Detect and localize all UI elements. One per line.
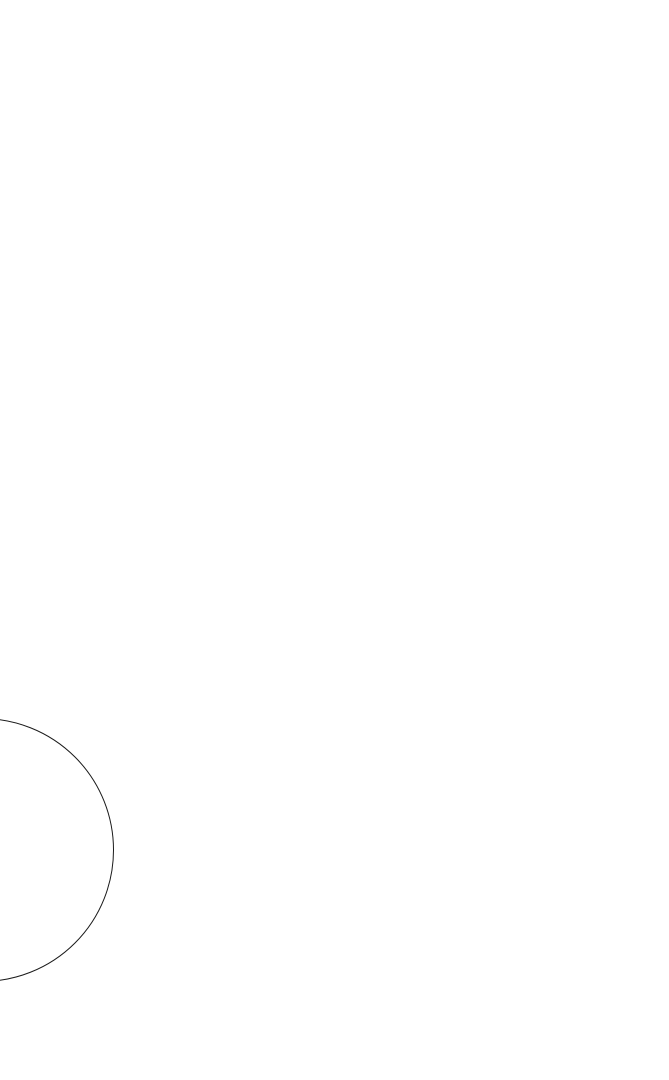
author-side-label: [51, 702, 89, 862]
